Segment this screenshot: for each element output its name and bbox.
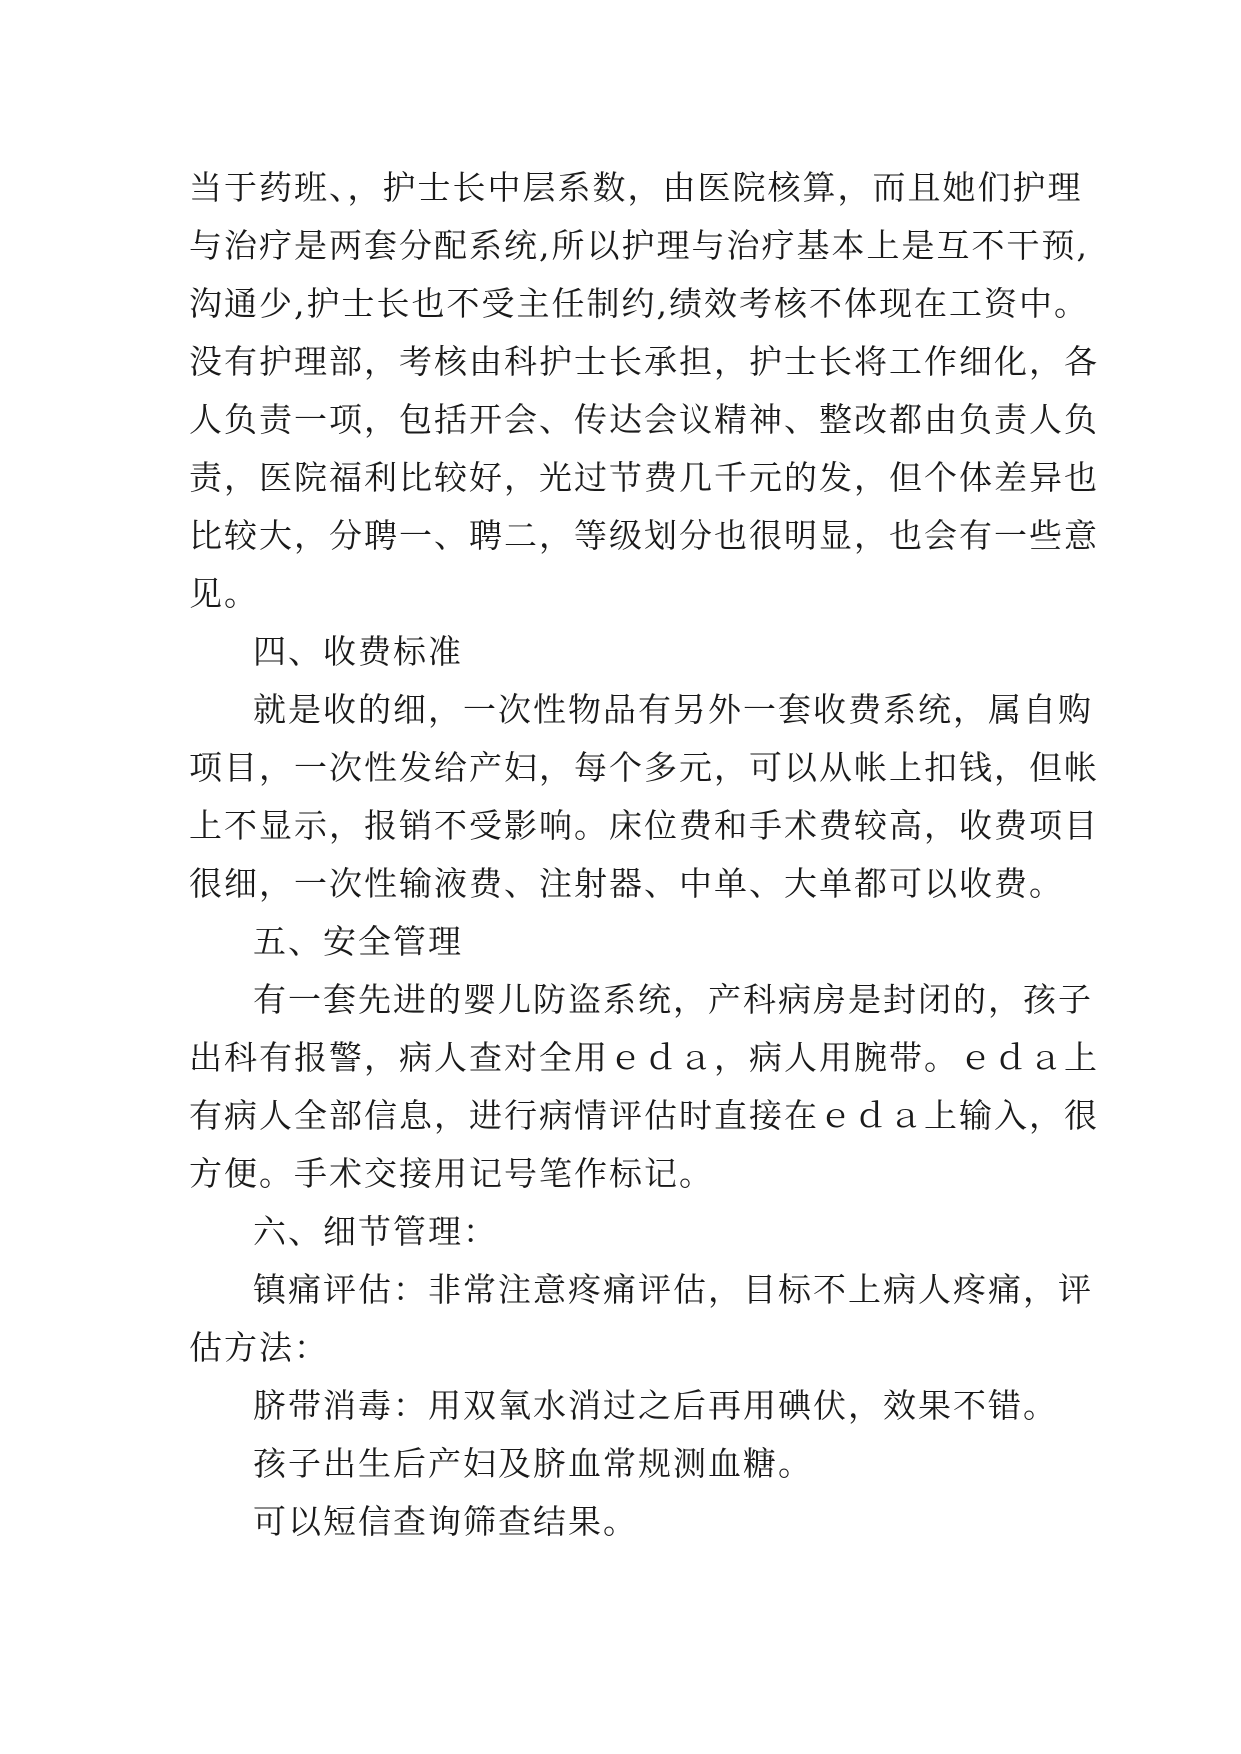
- text-line: 就是收的细，一次性物品有另外一套收费系统，属自购: [253, 690, 1093, 729]
- text-line: 可以短信查询筛查结果。: [253, 1502, 638, 1541]
- text-line: 比较大，分聘一、聘二，等级划分也很明显，也会有一些意: [189, 516, 1099, 555]
- section-heading: 五、安全管理: [253, 922, 463, 961]
- text-line: 孩子出生后产妇及脐血常规测血糖。: [253, 1444, 813, 1483]
- text-line: 很细，一次性输液费、注射器、中单、大单都可以收费。: [189, 864, 1064, 903]
- text-line: 项目，一次性发给产妇，每个多元，可以从帐上扣钱，但帐: [189, 748, 1099, 787]
- text-line: 沟通少,护士长也不受主任制约,绩效考核不体现在工资中。: [189, 284, 1089, 323]
- text-line: 有病人全部信息，进行病情评估时直接在ｅｄａ上输入，很: [189, 1096, 1099, 1135]
- text-line: 人负责一项，包括开会、传达会议精神、整改都由负责人负: [189, 400, 1099, 439]
- text-line: 估方法：: [189, 1328, 329, 1367]
- section-heading: 四、收费标准: [253, 632, 463, 671]
- text-line: 脐带消毒：用双氧水消过之后再用碘伏，效果不错。: [253, 1386, 1058, 1425]
- text-line: 当于药班、，护士长中层系数，由医院核算，而且她们护理: [189, 168, 1083, 207]
- text-line: 上不显示，报销不受影响。床位费和手术费较高，收费项目: [189, 806, 1099, 845]
- section-heading: 六、细节管理：: [253, 1212, 498, 1251]
- text-line: 与治疗是两套分配系统,所以护理与治疗基本上是互不干预,: [189, 226, 1089, 265]
- text-line: 出科有报警，病人查对全用ｅｄａ，病人用腕带。ｅｄａ上: [189, 1038, 1099, 1077]
- text-line: 没有护理部，考核由科护士长承担，护士长将工作细化，各: [189, 342, 1099, 381]
- text-line: 有一套先进的婴儿防盗系统，产科病房是封闭的，孩子: [253, 980, 1093, 1019]
- text-line: 镇痛评估：非常注意疼痛评估，目标不上病人疼痛，评: [253, 1270, 1093, 1309]
- text-line: 责，医院福利比较好，光过节费几千元的发，但个体差异也: [189, 458, 1099, 497]
- text-line: 见。: [189, 574, 259, 613]
- text-line: 方便。手术交接用记号笔作标记。: [189, 1154, 714, 1193]
